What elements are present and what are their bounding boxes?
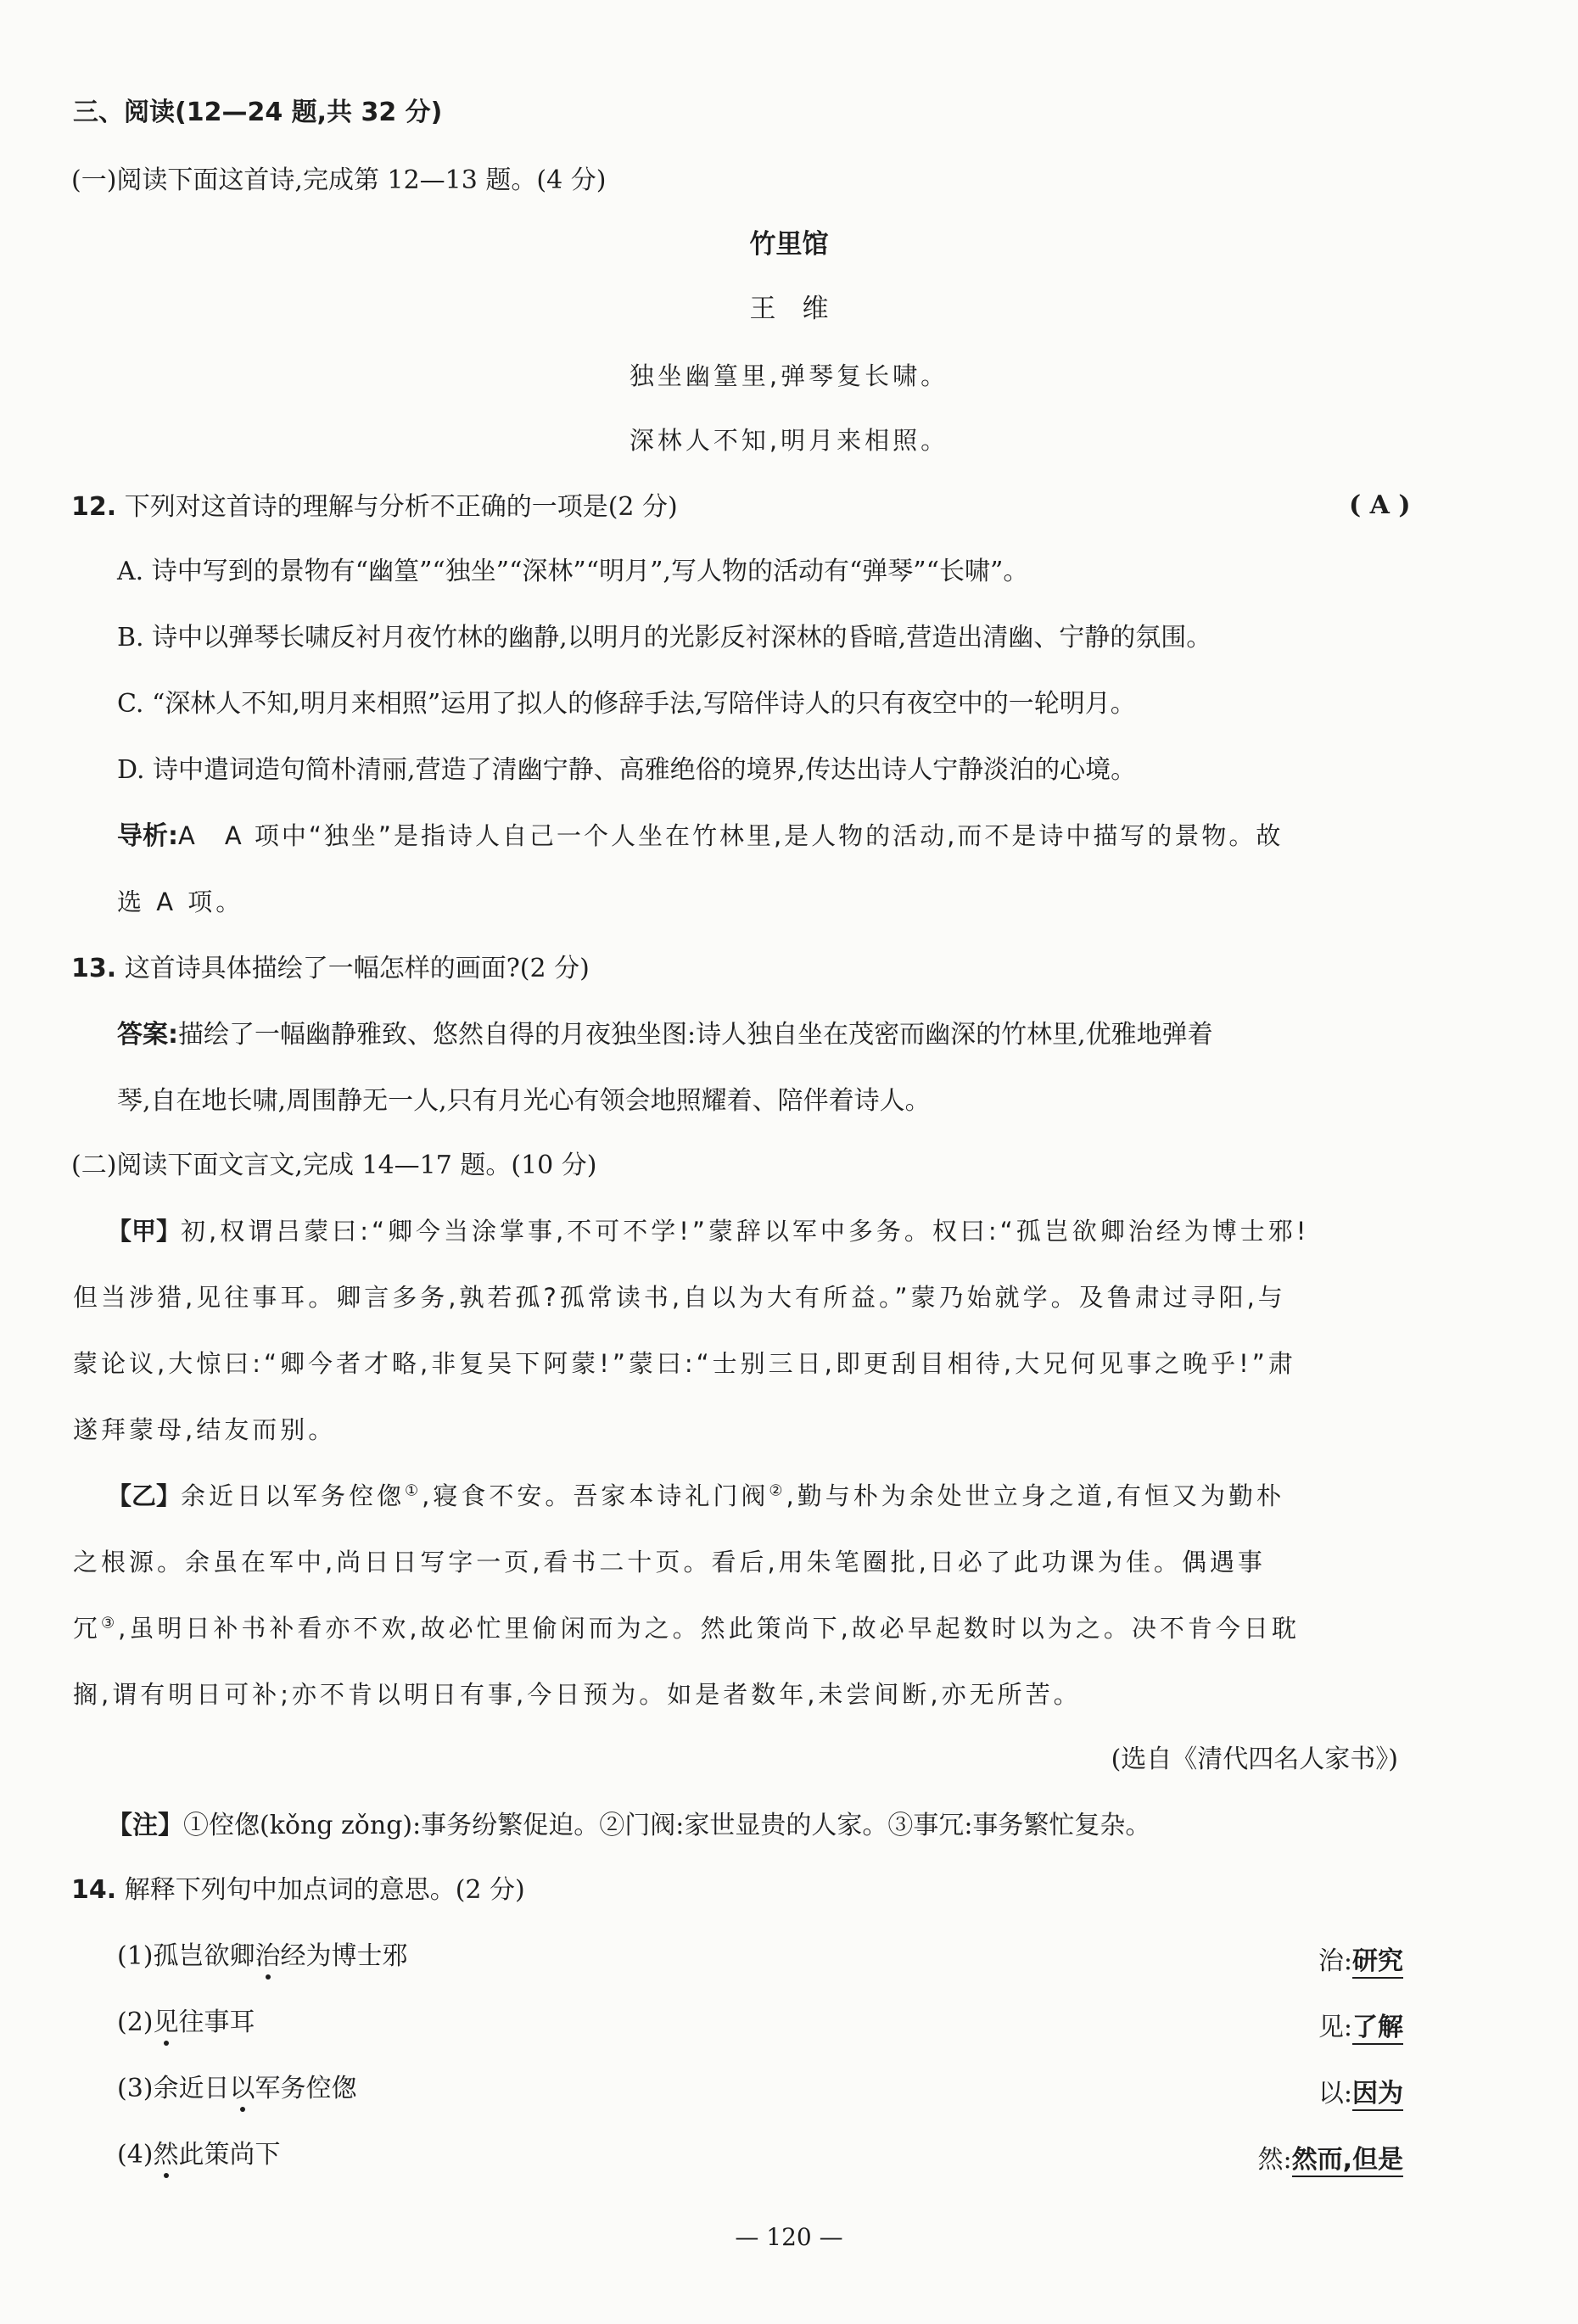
passage-jia-line-1: 【甲】初,权谓吕蒙曰:“卿今当涂掌事,不可不学!”蒙辞以军中多务。权曰:“孤岂欲卿治经为博士邪! <box>107 1217 1310 1246</box>
q14-item-2: (2)见往事耳 <box>117 2008 255 2037</box>
q12-analysis-text: A A 项中“独坐”是指诗人自己一个人坐在竹林里,是人物的活动,而不是诗中描写的景物。故 <box>178 821 1284 850</box>
passage-yi-label: 【乙】 <box>107 1481 182 1510</box>
q14-answer-2: 见:了解 <box>1318 2006 1403 2043</box>
passage-jia-line-2: 但当涉猎,见往事耳。卿言多务,孰若孤?孤常读书,自以为大有所益。”蒙乃始就学。及鲁肃过寻阳,与 <box>73 1283 1286 1312</box>
passage-jia-label: 【甲】 <box>107 1217 182 1246</box>
q12-number: 12. <box>71 492 117 522</box>
poem-line-2: 深林人不知,明月来相照。 <box>629 426 949 455</box>
passage-yi-line-3: 冗③,虽明日补书补看亦不欢,故必忙里偷闲而为之。然此策尚下,故必早起数时以为之。决不肯今日耽 <box>73 1614 1300 1643</box>
q12-option-a: A. 诗中写到的景物有“幽篁”“独坐”“深林”“明月”,写人物的活动有“弹琴”“长啸”。 <box>117 557 1029 586</box>
q14-item-1: (1)孤岂欲卿治经为博士邪 <box>117 1941 408 1971</box>
passage-yi-line-4: 搁,谓有明日可补;亦不肯以明日有事,今日预为。如是者数年,未尝间断,亦无所苦。 <box>73 1680 1082 1709</box>
q14-answer-1: 治:研究 <box>1318 1940 1403 1977</box>
poem-title: 竹里馆 <box>749 229 829 260</box>
q12-analysis-label: 导析: <box>117 821 178 851</box>
part1-intro: (一)阅读下面这首诗,完成第 12—13 题。(4 分) <box>71 165 607 195</box>
q14-answer-3: 以:因为 <box>1318 2072 1403 2109</box>
note-ref-3: ③ <box>101 1614 119 1632</box>
q14-item-4: (4)然此策尚下 <box>117 2140 281 2170</box>
passage-yi-line-2: 之根源。余虽在军中,尚日日写字一页,看书二十页。看后,用朱笔圈批,日必了此功课为佳。偶遇事 <box>73 1548 1266 1576</box>
q12-answer: ( A ) <box>1349 490 1411 520</box>
dotted-word: 治 <box>255 1941 281 1971</box>
q14-stem: 解释下列句中加点词的意思。(2 分) <box>124 1875 525 1905</box>
note-ref-2: ② <box>769 1481 786 1500</box>
q12-analysis <box>117 821 1283 852</box>
note-ref-1: ① <box>405 1481 422 1500</box>
q12-stem: 下列对这首诗的理解与分析不正确的一项是(2 分) <box>124 492 678 522</box>
q14-stem-line <box>71 1875 525 1906</box>
passage-jia-line-4: 遂拜蒙母,结友而别。 <box>73 1415 337 1444</box>
q13-answer <box>117 1020 1213 1050</box>
page-number: — 120 — <box>735 2223 843 2251</box>
notes <box>107 1811 1150 1841</box>
q12-stem-line <box>71 492 678 523</box>
q14-answer-4: 然:然而,但是 <box>1257 2138 1403 2176</box>
q13-answer-text: 描绘了一幅幽静雅致、悠然自得的月夜独坐图:诗人独自坐在茂密而幽深的竹林里,优雅地弹着 <box>178 1020 1213 1050</box>
notes-label: 【注】 <box>107 1811 183 1840</box>
passage-jia-line-3: 蒙论议,大惊曰:“卿今者才略,非复吴下阿蒙!”蒙曰:“士别三日,即更刮目相待,大兄何见事之晚乎!”肃 <box>73 1349 1296 1378</box>
passage-source: (选自《清代四名人家书》) <box>1111 1744 1398 1774</box>
poem-line-1: 独坐幽篁里,弹琴复长啸。 <box>629 361 949 390</box>
q14-item-3: (3)余近日以军务倥偬 <box>117 2074 357 2103</box>
q13-stem: 这首诗具体描绘了一幅怎样的画面?(2 分) <box>124 954 590 983</box>
q12-option-c: C. “深林人不知,明月来相照”运用了拟人的修辞手法,写陪伴诗人的只有夜空中的一轮明月。 <box>117 689 1136 719</box>
section-title: 三、阅读(12—24 题,共 32 分) <box>73 98 443 127</box>
q14-number: 14. <box>71 1875 117 1905</box>
dotted-word: 然 <box>153 2140 179 2170</box>
poem-author: 王 维 <box>749 294 829 324</box>
part2-intro: (二)阅读下面文言文,完成 14—17 题。(10 分) <box>71 1151 597 1180</box>
notes-text: ①倥偬(kǒng zǒng):事务纷繁促迫。②门阀:家世显贵的人家。③事冗:事务繁忙复杂。 <box>183 1811 1151 1840</box>
q12-option-b: B. 诗中以弹琴长啸反衬月夜竹林的幽静,以明月的光影反衬深林的昏暗,营造出清幽、宁静的氛围。 <box>117 623 1212 652</box>
q12-option-d: D. 诗中遣词造句简朴清丽,营造了清幽宁静、高雅绝俗的境界,传达出诗人宁静淡泊的心境。 <box>117 755 1137 785</box>
dotted-word: 见 <box>153 2008 179 2037</box>
q12-analysis-cont: 选 A 项。 <box>117 888 244 916</box>
passage-yi-line-1: 【乙】余近日以军务倥偬①,寝食不安。吾家本诗礼门阀②,勤与朴为余处世立身之道,有恒又为勤朴 <box>107 1481 1284 1510</box>
q13-answer-label: 答案: <box>117 1020 178 1050</box>
dotted-word: 以 <box>229 2074 255 2103</box>
q13-stem-line <box>71 954 590 984</box>
q13-answer-cont: 琴,自在地长啸,周围静无一人,只有月光心有领会地照耀着、陪伴着诗人。 <box>117 1086 931 1116</box>
q13-number: 13. <box>71 954 117 983</box>
